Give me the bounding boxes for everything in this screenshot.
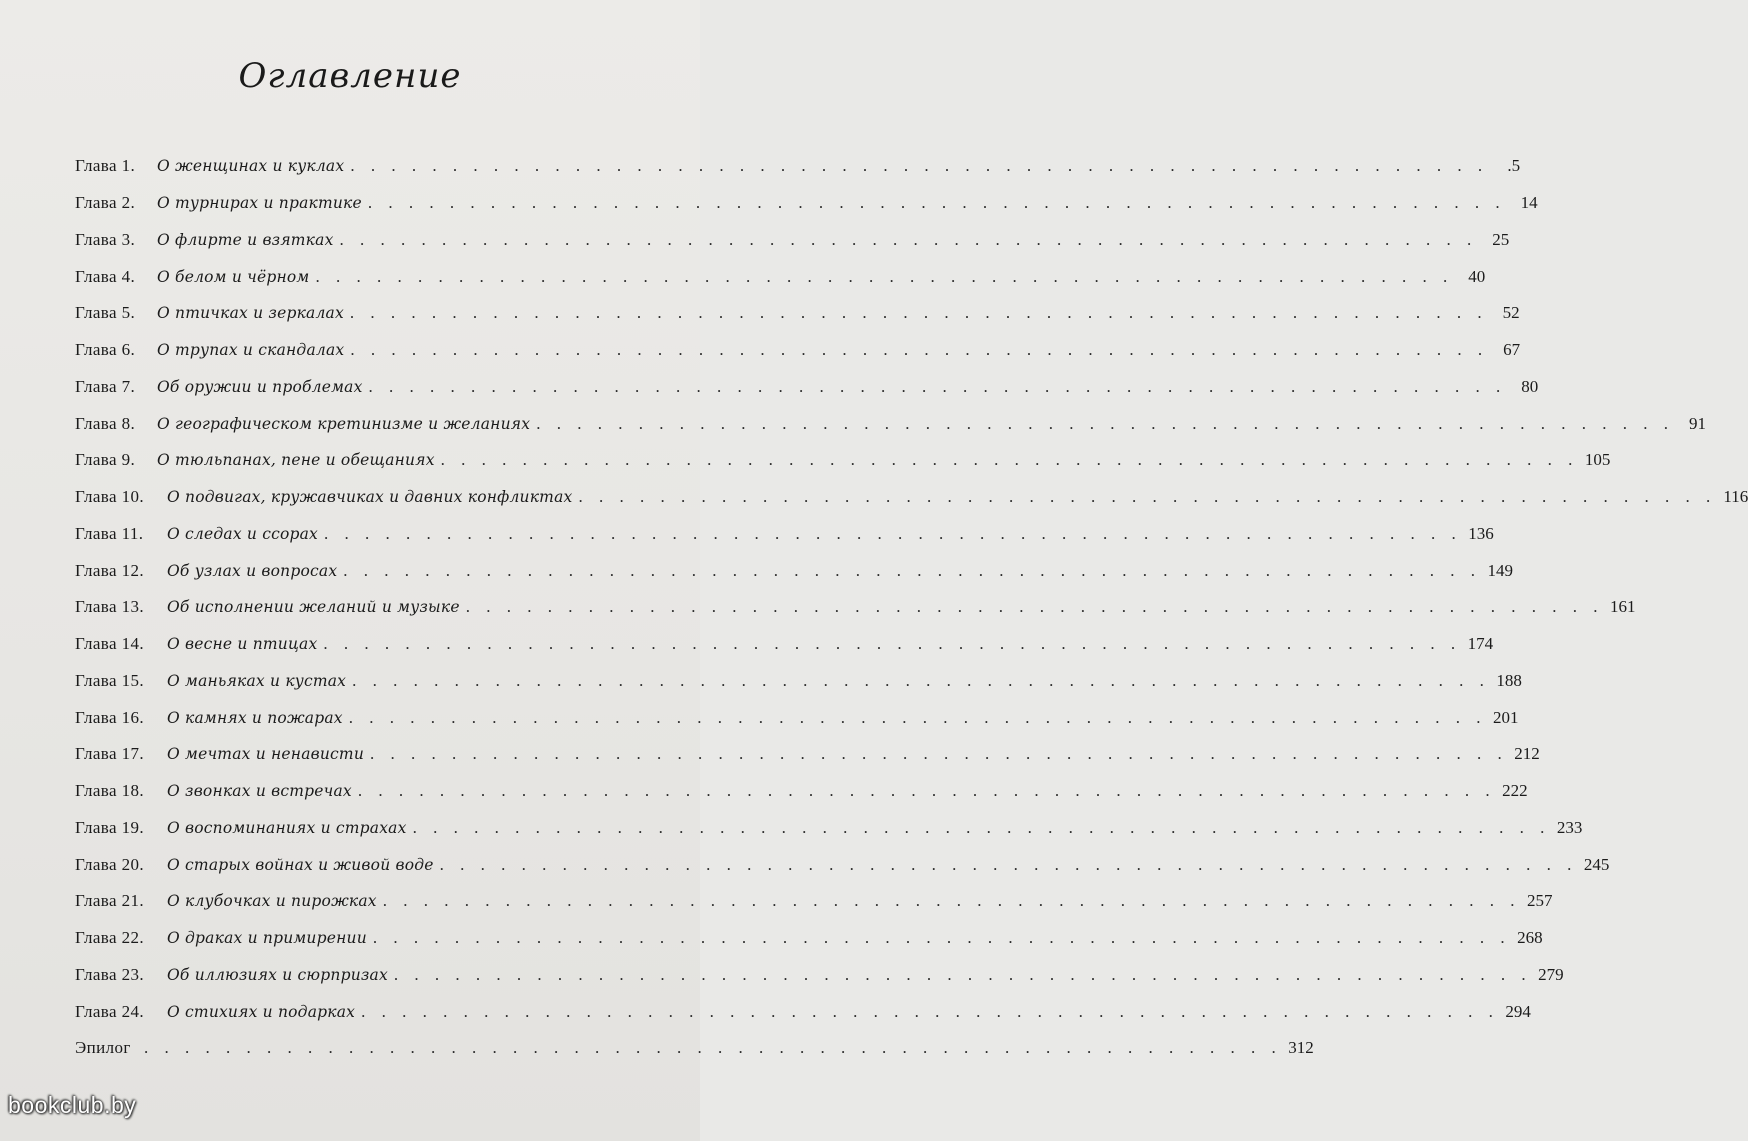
dot-leader: . . . . . . . . . . . . . . . . . . . . . . . . . . . . . . . . . . . . . . . . . . . . . . . . . . . . . . . . [393,964,1532,984]
chapter-title: О турнирах и практике [157,194,362,213]
chapter-title: О клубочках и пирожках [167,892,377,911]
toc-entry [75,479,1748,516]
chapter-title: О камнях и пожарах [167,708,343,727]
page-number: 80 [1521,376,1539,396]
chapter-number: Глава 22. [75,928,145,948]
chapter-title: О птичках и зеркалах [157,304,344,323]
toc-entry [75,516,1494,553]
chapter-title: О воспоминаниях и страхах [167,818,407,837]
page-number: .5 [1507,156,1521,176]
dot-leader: . . . . . . . . . . . . . . . . . . . . . . . . . . . . . . . . . . . . . . . . . . . . . . . . . . . . . . . . [357,781,1496,801]
dot-leader: . . . . . . . . . . . . . . . . . . . . . . . . . . . . . . . . . . . . . . . . . . . . . . . . . . . . . . . . [144,1038,1282,1058]
dot-leader: . . . . . . . . . . . . . . . . . . . . . . . . . . . . . . . . . . . . . . . . . . . . . . . . . . . . . . . . [349,303,1488,323]
watermark: bookclub.by [8,1092,137,1118]
chapter-title: О следах и ссорах [167,524,318,543]
page-number: 161 [1609,597,1636,617]
toc-entry [75,663,1522,700]
page-title: Оглавление [238,56,462,96]
dot-leader: . . . . . . . . . . . . . . . . . . . . . . . . . . . . . . . . . . . . . . . . . . . . . . . . . . . . . . . . [352,670,1490,690]
chapter-title: О флирте и взятках [157,230,334,249]
dot-leader: . . . . . . . . . . . . . . . . . . . . . . . . . . . . . . . . . . . . . . . . . . . . . . . . . . . . . . . . [536,413,1674,433]
page-number: 105 [1584,450,1611,470]
toc-entry [75,185,1538,222]
toc-entry [75,626,1494,663]
chapter-title: О тюльпанах, пене и обещаниях [157,451,435,470]
page-number: 116 [1723,487,1748,507]
toc-entry [75,332,1521,369]
toc-entry [75,295,1520,332]
page-number: 67 [1503,340,1521,360]
chapter-number: Глава 21. [75,891,145,911]
dot-leader: . . . . . . . . . . . . . . . . . . . . . . . . . . . . . . . . . . . . . . . . . . . . . . . . . . . . . . . . [370,744,1508,764]
chapter-number: Глава 15. [75,670,145,690]
dot-leader: . . . . . . . . . . . . . . . . . . . . . . . . . . . . . . . . . . . . . . . . . . . . . . . . . . . . . . . . [440,450,1579,470]
table-of-contents [75,148,1748,1067]
chapter-number: Глава 10. [75,487,145,507]
toc-entry [75,736,1540,773]
toc-entry [75,993,1531,1030]
page-number: 201 [1492,707,1519,727]
chapter-title: О звонках и встречах [167,782,352,801]
chapter-number: Глава 17. [75,744,145,764]
dot-leader: . . . . . . . . . . . . . . . . . . . . . . . . . . . . . . . . . . . . . . . . . . . . . . . . . . . . . . . . [323,634,1462,654]
chapter-number: Глава 7. [75,376,136,396]
dot-leader: . . . . . . . . . . . . . . . . . . . . . . . . . . . . . . . . . . . . . . . . . . . . . . . . . . . . . . . . [412,817,1551,837]
dot-leader: . . . . . . . . . . . . . . . . . . . . . . . . . . . . . . . . . . . . . . . . . . . . . . . . . . . . . . . . [315,266,1454,286]
toc-entry [75,442,1611,479]
toc-entry [75,222,1510,259]
toc-entry [75,552,1514,589]
dot-leader: . . . . . . . . . . . . . . . . . . . . . . . . . . . . . . . . . . . . . . . . . . . . . . . . . . . . . . . . [350,340,1489,360]
toc-entry [75,258,1486,295]
chapter-title: О женщинах и куклах [157,157,345,176]
page-number: 149 [1487,560,1514,580]
dot-leader: . . . . . . . . . . . . . . . . . . . . . . . . . . . . . . . . . . . . . . . . . . . . . . . . . . . . . . . . [339,229,1478,249]
toc-entry [75,846,1610,883]
page-number: 257 [1527,891,1553,911]
page-number: 268 [1517,928,1543,948]
toc-entry [75,920,1543,957]
page-number: 312 [1288,1038,1314,1058]
page-number: 294 [1505,1001,1531,1021]
chapter-number: Глава 20. [75,854,145,874]
dot-leader: . . . . . . . . . . . . . . . . . . . . . . . . . . . . . . . . . . . . . . . . . . . . . . . . . . . . . . . . [367,193,1506,213]
chapter-number: Глава 5. [75,303,136,323]
chapter-title: О стихиях и подарках [167,1002,356,1021]
page-number: 174 [1467,634,1494,654]
chapter-title: О драках и примирении [167,929,367,948]
chapter-number: Глава 3. [75,229,136,249]
toc-entry [75,957,1564,994]
page-number: 91 [1688,413,1706,433]
chapter-title: О подвигах, кружавчиках и давних конфликтах [167,488,573,507]
dot-leader: . . . . . . . . . . . . . . . . . . . . . . . . . . . . . . . . . . . . . . . . . . . . . . . . . . . . . . . . [368,376,1507,396]
page-number: 40 [1468,266,1486,286]
page-number: 188 [1496,670,1522,690]
dot-leader: . . . . . . . . . . . . . . . . . . . . . . . . . . . . . . . . . . . . . . . . . . . . . . . . . . . . . . . . [324,523,1462,543]
dot-leader: . . . . . . . . . . . . . . . . . . . . . . . . . . . . . . . . . . . . . . . . . . . . . . . . . . . . . . . . [372,928,1511,948]
chapter-number: Глава 24. [75,1001,145,1021]
chapter-number: Глава 12. [75,560,145,580]
chapter-title: Об иллюзиях и сюрпризах [167,965,388,984]
chapter-number: Глава 13. [75,597,145,617]
chapter-number: Глава 8. [75,413,136,433]
dot-leader: . . . . . . . . . . . . . . . . . . . . . . . . . . . . . . . . . . . . . . . . . . . . . . . . . . . . . . . . [343,560,1482,580]
dot-leader: . . . . . . . . . . . . . . . . . . . . . . . . . . . . . . . . . . . . . . . . . . . . . . . . . . . . . . . . [350,156,1489,176]
toc-entry [75,589,1636,626]
dot-leader: . . . . . . . . . . . . . . . . . . . . . . . . . . . . . . . . . . . . . . . . . . . . . . . . . . . . . . . . [382,891,1521,911]
epilogue-label: Эпилог [75,1038,131,1058]
dot-leader: . . . . . . . . . . . . . . . . . . . . . . . . . . . . . . . . . . . . . . . . . . . . . . . . . . . . . . . . [465,597,1604,617]
chapter-number: Глава 4. [75,266,136,286]
chapter-number: Глава 16. [75,707,145,727]
chapter-number: Глава 2. [75,193,136,213]
toc-entry [75,148,1521,185]
toc-entry [75,699,1519,736]
chapter-title: О маньяках и кустах [167,671,347,690]
page-number: 212 [1514,744,1540,764]
page-number: 222 [1502,781,1528,801]
dot-leader: . . . . . . . . . . . . . . . . . . . . . . . . . . . . . . . . . . . . . . . . . . . . . . . . . . . . . . . . [578,487,1717,507]
chapter-title: Об оружии и проблемах [157,377,363,396]
page-number: 245 [1583,854,1610,874]
toc-entry [75,369,1539,406]
dot-leader: . . . . . . . . . . . . . . . . . . . . . . . . . . . . . . . . . . . . . . . . . . . . . . . . . . . . . . . . [348,707,1487,727]
chapter-title: О старых войнах и живой воде [167,855,434,874]
page-number: 279 [1538,964,1564,984]
page-number: 25 [1492,229,1510,249]
chapter-number: Глава 6. [75,340,136,360]
toc-entry [75,405,1706,442]
dot-leader: . . . . . . . . . . . . . . . . . . . . . . . . . . . . . . . . . . . . . . . . . . . . . . . . . . . . . . . . [361,1001,1499,1021]
chapter-title: О трупах и скандалах [157,341,345,360]
page-number: 14 [1520,193,1538,213]
page-number: 136 [1468,523,1494,543]
toc-entry [75,810,1583,847]
chapter-number: Глава 23. [75,964,145,984]
chapter-title: О мечтах и ненависти [167,745,365,764]
page-number: 52 [1502,303,1520,323]
chapter-title: Об узлах и вопросах [167,561,338,580]
toc-entry-epilogue [75,1030,1314,1067]
chapter-number: Глава 14. [75,634,145,654]
chapter-title: О весне и птицах [167,635,318,654]
chapter-title: О белом и чёрном [157,267,310,286]
chapter-number: Глава 18. [75,781,145,801]
chapter-number: Глава 9. [75,450,136,470]
chapter-number: Глава 11. [75,523,144,543]
chapter-title: Об исполнении желаний и музыке [167,598,460,617]
page-number: 233 [1556,817,1583,837]
chapter-title: О географическом кретинизме и желаниях [157,414,531,433]
toc-entry [75,773,1528,810]
dot-leader: . . . . . . . . . . . . . . . . . . . . . . . . . . . . . . . . . . . . . . . . . . . . . . . . . . . . . . . . [439,854,1578,874]
toc-entry [75,883,1553,920]
chapter-number: Глава 19. [75,817,145,837]
chapter-number: Глава 1. [75,156,136,176]
